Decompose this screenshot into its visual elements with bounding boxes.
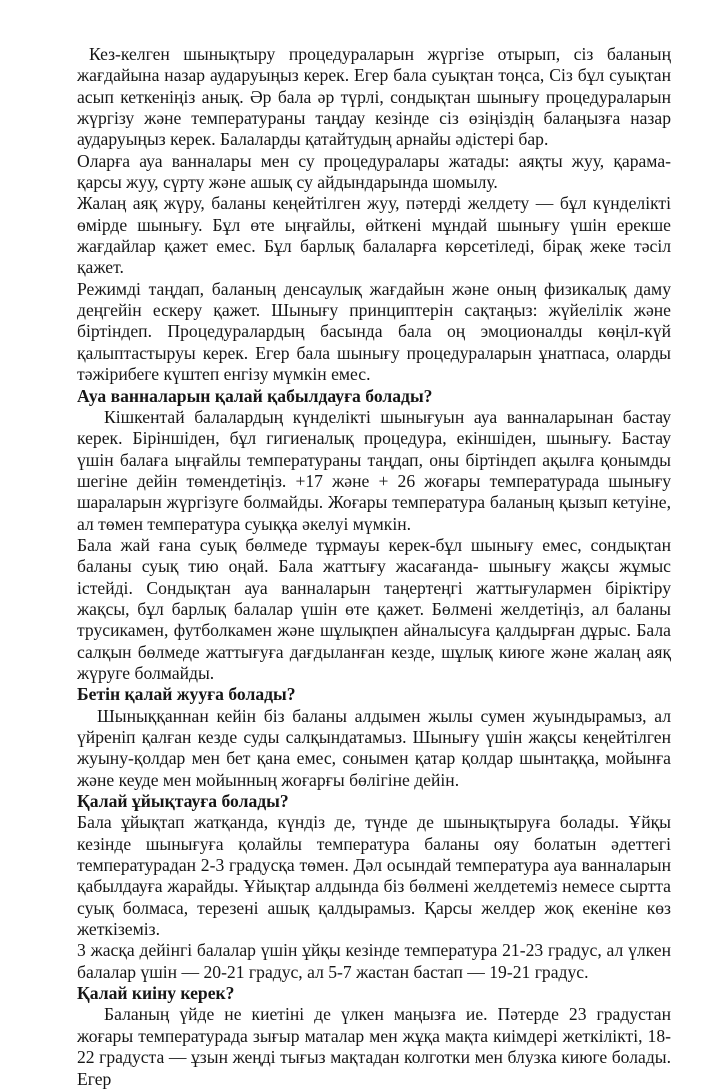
section-heading-dressing: Қалай киіну керек? — [77, 983, 235, 1004]
face-washing-paragraph: Шыныққаннан кейін біз баланы алдымен жылы сумен жуындырамыз, ал үйреніп қалған кезде суды салқындатамыз. Шынығу үшін жақсы кеңейтілген жуыну-қолдар мен бет қана емес, сонымен қатар қолдар шынтаққа, мойынға және кеуде мен мойынның жоғарғы бөлігіне дейін. — [77, 705, 671, 790]
section-heading-air-baths: Ауа ванналарын қалай қабылдауға болады? — [77, 385, 433, 406]
section-heading-face-washing: Бетін қалай жууға болады? — [77, 684, 296, 705]
everyday-hardening-paragraph: Жалаң аяқ жүру, баланы кеңейтілген жуу, пәтерді желдету — бұл күнделікті өмірде шынығу. Бұл өте ыңғайлы, өйткені мұндай шынығу үшін ерекше жағдайлар қажет емес. Бұл барлық балаларға көрсетіледі, бірақ жеке тәсіл қажет. — [77, 193, 671, 278]
air-baths-paragraph: Кішкентай балалардың күнделікті шынығуын ауа ванналарынан бастау керек. Біріншіден, бұл гигиеналық процедура, екіншіден, шынығу. Бастау үшін балаға ыңғайлы температураны таңдап, оны біртіндеп ақылға қонымды шегіне дейін төмендетіңіз. +17 және + 26 жоғары температурада шынығу шараларын жүргізуге болмайды. Жоғары температура баланың қызып кетуіне, ал төмен температура суыққа әкелуі мүмкін. — [77, 406, 671, 534]
exercise-paragraph: Бала жай ғана суық бөлмеде тұрмауы керек-бұл шынығу емес, сондықтан баланы суық тию оңай. Бала жаттығу жасағанда- шынығу жақсы жұмыс істейді. Сондықтан ауа ванналарын таңертеңгі жаттығулармен біріктіру жақсы, бұл барлық балалар үшін өте қажет. Бөлмені желдетіңіз, ал баланы трусикамен, футболкамен және шұлықпен айналысуға қалдырған дұрыс. Бала салқын бөлмеде жаттығуға дағдыланған кезде, шұлық киюге және жалаң аяқ жүруге болмайды. — [77, 534, 671, 683]
sleeping-paragraph: Бала ұйықтап жатқанда, күндіз де, түнде де шынықтыруға болады. Ұйқы кезінде шынығуға қолайлы температура баланы ояу болатын әдеттегі температурадан 2-3 градусқа төмен. Дәл осындай температура ауа ванналарын қабылдауға жарайды. Ұйықтар алдында біз бөлмені желдетеміз немесе сыртта суық болмаса, терезені ашық қалдырамыз. Қарсы желдер жоқ екеніне көз жеткіземіз. — [77, 812, 671, 940]
dressing-paragraph: Баланың үйде не киетіні де үлкен маңызға ие. Пәтерде 23 градустан жоғары температурада зығыр маталар мен жұқа мақта киімдері жеткілікті, 18-22 градуста — ұзын жеңді тығыз мақтадан колготки мен блузка киюге болады. Егер — [77, 1004, 671, 1089]
regime-paragraph: Режимді таңдап, баланың денсаулық жағдайын және оның физикалық даму деңгейін ескеру қажет. Шынығу принциптерін сақтаңыз: жүйелілік және біртіндеп. Процедуралардың басында бала оң эмоционалды көңіл-күй қалыптастыруы керек. Егер бала шынығу процедураларын ұнатпаса, оларды тәжірибеге күштеп енгізу мүмкін емес. — [77, 278, 671, 385]
sleep-temperature-paragraph: 3 жасқа дейінгі балалар үшін ұйқы кезінде температура 21-23 градус, ал үлкен балалар үшін — 20-21 градус, ал 5-7 жастан бастап — 19-21 градус. — [77, 940, 671, 982]
section-heading-sleeping: Қалай ұйықтауға болады? — [77, 791, 289, 812]
procedures-paragraph: Оларға ауа ванналары мен су процедуралары жатады: аяқты жуу, қарама-қарсы жуу, сүрту және ашық су айдындарында шомылу. — [77, 150, 671, 193]
intro-paragraph: Кез-келген шынықтыру процедураларын жүргізе отырып, сіз баланың жағдайына назар аударуыңыз керек. Егер бала суықтан тоңса, Сіз бұл суықтан асып кеткеніңіз анық. Әр бала әр түрлі, сондықтан шынығу процедураларын жүргізу және температураны таңдау кезінде сіз өзіңіздің балаңызға назар аударуыңыз керек. Балаларды қатайтудың арнайы әдістері бар. — [77, 44, 671, 150]
document-page — [77, 44, 671, 1090]
